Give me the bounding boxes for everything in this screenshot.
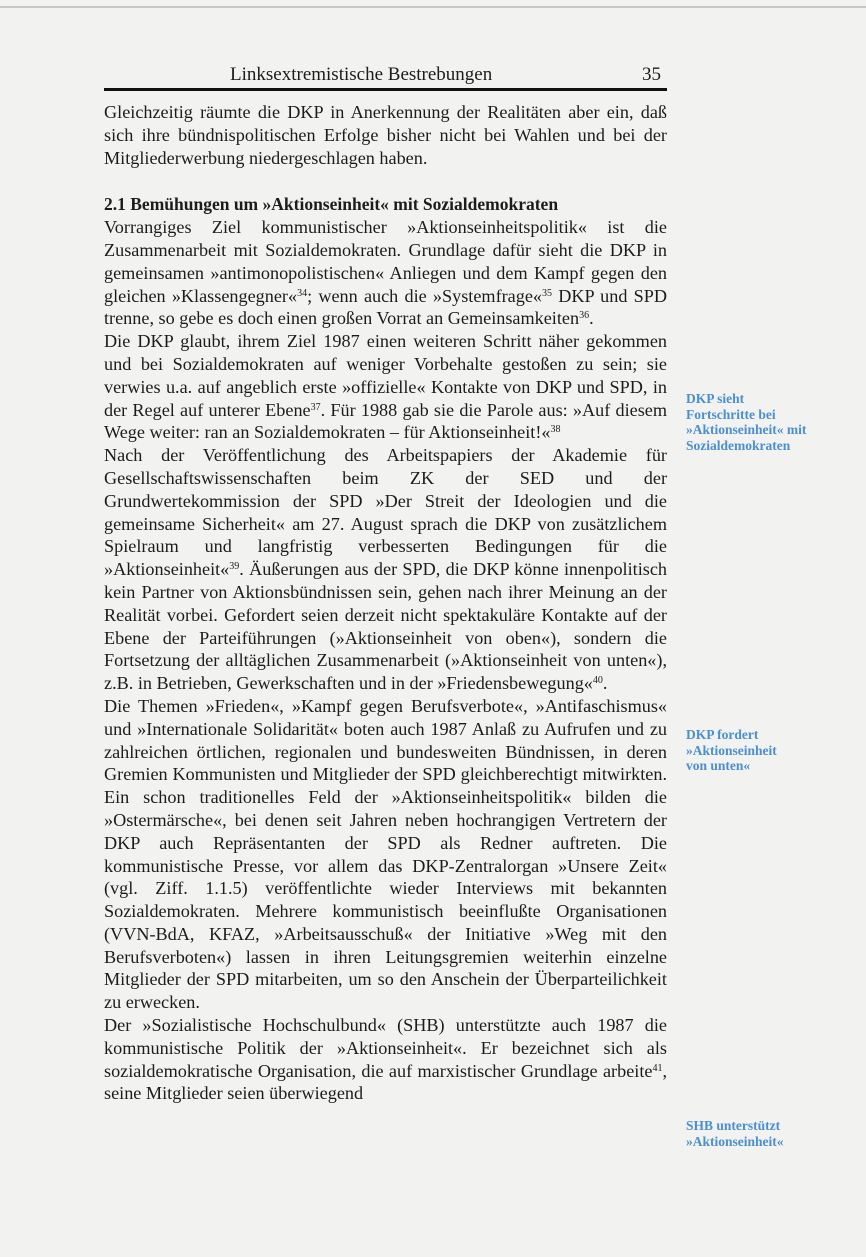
margin-note-line: Fortschritte bei [686,406,776,422]
text-run: Nach der Veröffentlichung des Arbeitspapiers der Akademie für Gesellschaftswissenschaften beim ZK der SED und der Grundwertekommission der SPD »Der Streit der Ideologien und die gemeinsame Sicherheit« am 27. August sprach die DKP von zusätzlichem Spielraum und langfristig verbesserten Bedingungen für die »Aktionseinheit« [104,445,667,580]
footnote-ref: 41 [652,1062,663,1074]
running-header [104,62,667,91]
paragraph-4: Die Themen »Frieden«, »Kampf gegen Berufsverbote«, »Antifaschismus« und »Internationale Solidarität« boten auch 1987 Anlaß zu Aufrufen und zu zahlreichen örtlichen, regionalen und bundesweiten Bündnissen, in deren Gremien Kommunisten und Mitglieder der SPD gleichberechtigt mitwirkten. Ein schon traditionelles Feld der »Aktionseinheitspolitik« bilden die »Ostermärsche«, bei denen seit Jahren neben hochrangigen Vertretern der DKP auch Repräsentanten der SPD als Redner auftreten. Die kommunistische Presse, vor allem das DKP-Zentralorgan »Unsere Zeit« (vgl. Ziff. 1.1.5) veröffentlichte wieder Interviews mit bekannten Sozialdemokraten. Mehrere kommunistisch beeinflußte Organisationen (VVN-BdA, KFAZ, »Arbeitsausschuß« der Initiative »Weg mit den Berufsverboten«) lassen in ihren Leitungsgremien weiterhin einzelne Mitglieder der SPD mitarbeiten, um so den Anschein der Überparteilichkeit zu erwecken. [104,695,667,1013]
text-run: Der »Sozialistische Hochschulbund« (SHB) unterstützte auch 1987 die kommunistische Politik der »Aktionseinheit«. Er bezeichnet sich als sozialdemokratische Organisation, die auf marxistischer Grundlage arbeite [104,1015,667,1081]
text-run: . Für 1988 gab sie die Parole aus: »Auf diesem Wege weiter: ran an Sozialdemokraten – für Aktionseinheit!« [104,399,668,443]
margin-note-dkp-fordert [686,727,856,774]
section-number: 2.1 [104,194,126,215]
margin-note-line: DKP sieht [686,391,745,406]
section-heading [104,193,667,216]
margin-note-line: »Aktionseinheit« [686,1133,784,1149]
footnote-ref: 39 [229,561,240,573]
text-run: ; wenn auch die »Systemfrage« [307,285,543,306]
footnote-ref: 35 [542,287,553,299]
section-title: Bemühungen um »Aktionseinheit« mit Sozialdemokraten [130,194,559,215]
page-number: 35 [642,64,661,85]
text-run: DKP und SPD trenne, so gebe es doch einen großen Vorrat an Gemeinsamkeiten [104,285,667,329]
paragraph-2 [104,330,667,444]
body-text [104,101,667,1105]
text-run: Die DKP glaubt, ihrem Ziel 1987 einen weiteren Schritt näher gekommen und bei Sozialdemokraten auf weniger Vorbehalte gestoßen zu sein; sie verwies u.a. auf angeblich erste »offizielle« Kontakte von DKP und SPD, in der Regel auf unterer Ebene [104,331,667,420]
text-run: . Äußerungen aus der SPD, die DKP könne innenpolitisch kein Partner von Aktionsbündnissen sein, gehen nach ihrer Meinung an der Realität vorbei. Gefordert seien derzeit nicht spektakuläre Kontakte auf der Ebene der Parteiführungen (»Aktionseinheit von oben«), sondern die Fortsetzung der alltäglichen Zusammenarbeit (»Aktionseinheit von unten«), z.B. in Betrieben, Gewerkschaften und in der »Friedensbewegung« [104,559,667,694]
footnote-ref: 40 [592,675,603,687]
paragraph-3 [104,444,667,695]
paragraph-1 [104,216,667,330]
margin-note-line: »Aktionseinheit« mit [686,422,807,437]
margin-note-line: DKP fordert [686,727,759,742]
margin-note-shb [686,1118,856,1149]
margin-note-line: Sozialdemokraten [686,437,791,453]
margin-note-line: von unten« [686,758,751,773]
top-border-line [0,6,866,8]
margin-note-line: »Aktionseinheit [686,742,777,758]
footnote-ref: 38 [550,424,561,436]
text-run: . [589,308,594,329]
footnote-ref: 34 [297,287,308,299]
intro-paragraph: Gleichzeitig räumte die DKP in Anerkennung der Realitäten aber ein, daß sich ihre bündnispolitischen Erfolge bisher nicht bei Wahlen und bei der Mitgliederwerbung niedergeschlagen haben. [104,102,667,168]
margin-note-line: SHB unterstützt [686,1118,781,1133]
footnote-ref: 37 [310,401,321,413]
footnote-ref: 36 [579,310,590,322]
margin-note-dkp-fortschritte [686,391,856,453]
text-run: Vorrangiges Ziel kommunistischer »Aktionseinheitspolitik« ist die Zusammenarbeit mit Sozialdemokraten. Grundlage dafür sieht die DKP in gemeinsamen »antimonopolistischen« Anliegen und dem Kampf gegen den gleichen »Klassengegner« [104,217,667,306]
header-title: Linksextremistische Bestrebungen [230,64,493,85]
paragraph-5 [104,1014,667,1105]
text-run: . [602,673,608,694]
text-run: , seine Mitglieder seien überwiegend [104,1060,667,1104]
page-column [104,62,667,1105]
